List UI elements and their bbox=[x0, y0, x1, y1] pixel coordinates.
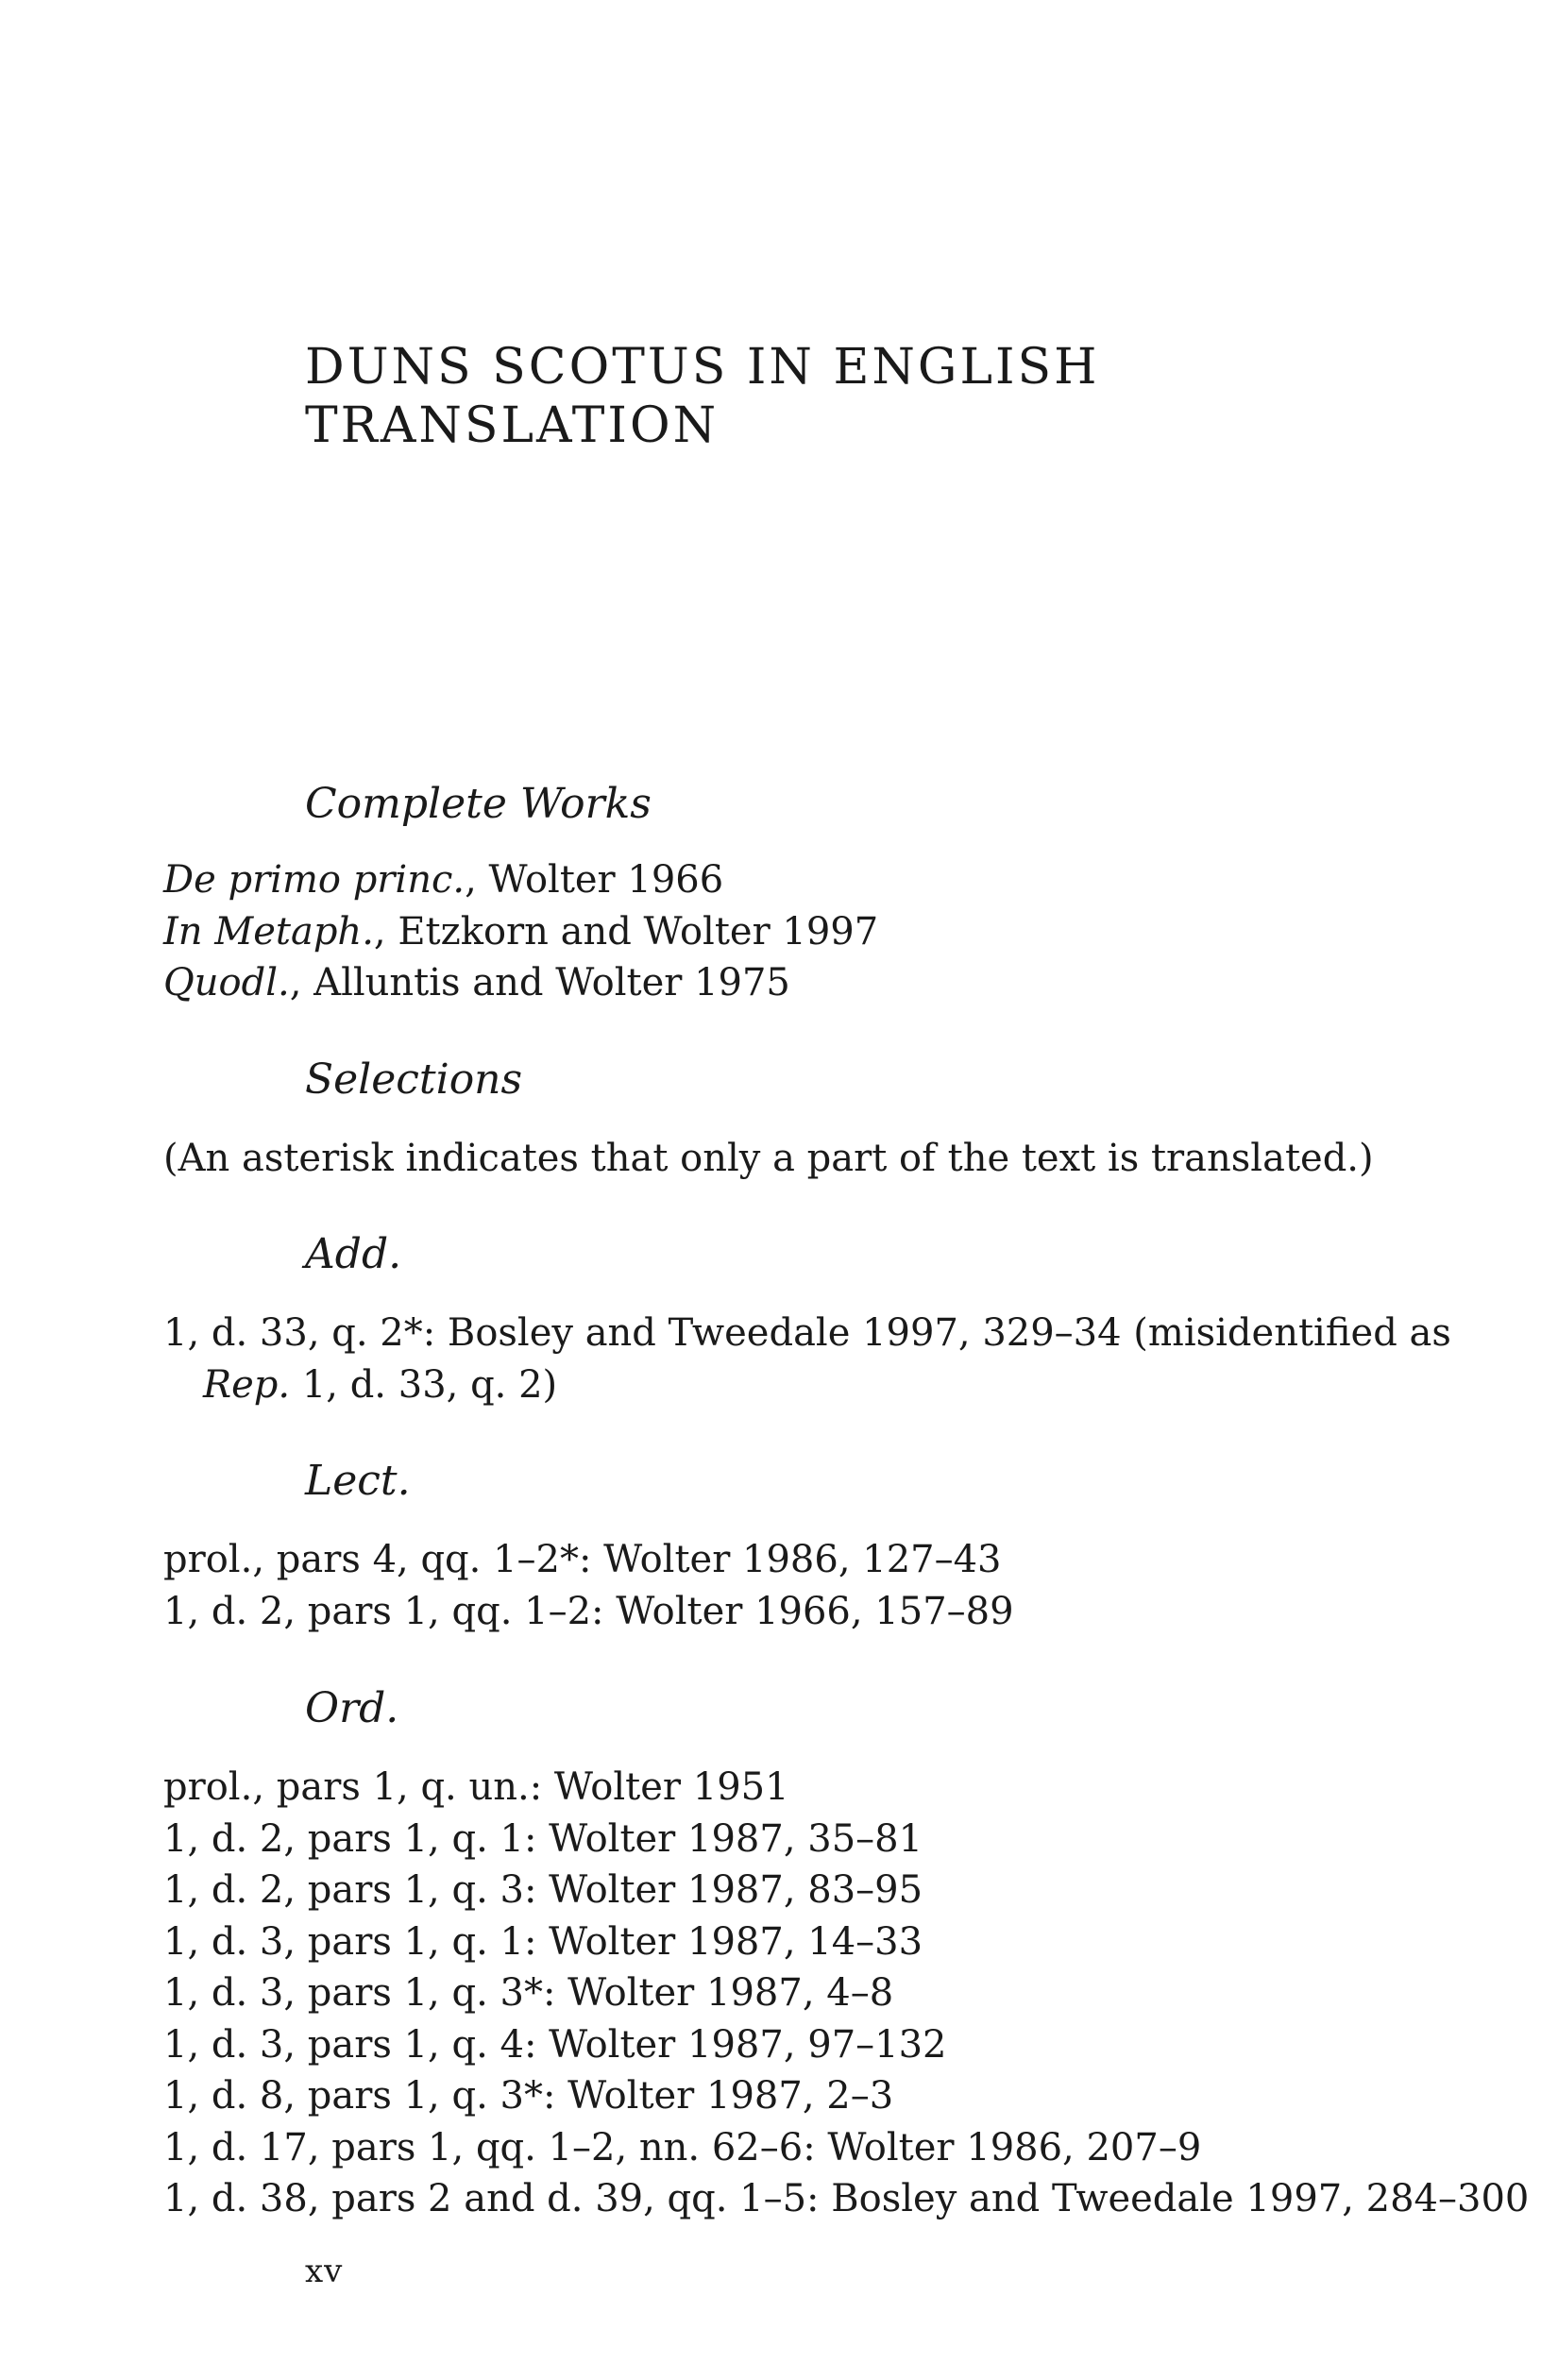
asterisk-note: (An asterisk indicates that only a part of the text is translated.) bbox=[163, 1137, 1374, 1180]
ord-entry: 1, d. 3, pars 1, q. 3*: Wolter 1987, 4–8 bbox=[163, 1971, 894, 2015]
add-list bbox=[163, 1308, 1451, 1410]
add-entry-line-1: 1, d. 33, q. 2*: Bosley and Tweedale 1997, 329–34 (misidentified as bbox=[163, 1311, 1451, 1355]
heading-selections: Selections bbox=[305, 1055, 523, 1104]
ord-entry: 1, d. 3, pars 1, q. 4: Wolter 1987, 97–132 bbox=[163, 2022, 947, 2067]
work-title: In Metaph. bbox=[163, 909, 374, 954]
ord-entry: 1, d. 2, pars 1, q. 1: Wolter 1987, 35–81 bbox=[163, 1816, 923, 1861]
work-translation: , Etzkorn and Wolter 1997 bbox=[373, 909, 879, 954]
lect-entry: prol., pars 4, qq. 1–2*: Wolter 1986, 127–43 bbox=[163, 1538, 1002, 1581]
rep-abbrev: Rep. bbox=[203, 1362, 291, 1407]
ord-entry: prol., pars 1, q. un.: Wolter 1951 bbox=[163, 1765, 789, 1809]
ord-list bbox=[163, 1762, 1530, 2225]
lect-entry: 1, d. 2, pars 1, qq. 1–2: Wolter 1966, 157–89 bbox=[163, 1589, 1014, 1633]
heading-ord: Ord. bbox=[305, 1684, 399, 1732]
ord-entry: 1, d. 17, pars 1, qq. 1–2, nn. 62–6: Wolter 1986, 207–9 bbox=[163, 2125, 1202, 2169]
complete-works-entry bbox=[163, 957, 1429, 1009]
add-entry-line-2 bbox=[163, 1359, 1429, 1411]
page-title bbox=[305, 338, 1099, 455]
complete-works-list bbox=[163, 854, 1429, 1009]
ord-entry: 1, d. 3, pars 1, q. 1: Wolter 1987, 14–33 bbox=[163, 1919, 923, 1964]
ord-entry: 1, d. 8, pars 1, q. 3*: Wolter 1987, 2–3 bbox=[163, 2074, 894, 2118]
heading-complete-works: Complete Works bbox=[305, 780, 652, 828]
ord-entry: 1, d. 38, pars 2 and d. 39, qq. 1–5: Bosley and Tweedale 1997, 284–300 bbox=[163, 2177, 1530, 2220]
work-title: Quodl. bbox=[163, 961, 290, 1004]
heading-add: Add. bbox=[305, 1230, 402, 1278]
work-translation: , Alluntis and Wolter 1975 bbox=[289, 961, 790, 1004]
complete-works-entry bbox=[163, 854, 1429, 906]
lect-list bbox=[163, 1534, 1429, 1637]
work-translation: , Wolter 1966 bbox=[465, 858, 724, 902]
heading-lect: Lect. bbox=[305, 1457, 411, 1505]
add-entry-line-2-rest: 1, d. 33, q. 2) bbox=[290, 1362, 558, 1407]
page-number: xv bbox=[305, 2253, 344, 2290]
page-title-line-1: DUNS SCOTUS IN ENGLISH bbox=[305, 339, 1100, 396]
complete-works-entry bbox=[163, 906, 1429, 958]
work-title: De primo princ. bbox=[163, 858, 466, 902]
ord-entry: 1, d. 2, pars 1, q. 3: Wolter 1987, 83–95 bbox=[163, 1868, 923, 1912]
page-title-line-2: TRANSLATION bbox=[305, 397, 720, 454]
